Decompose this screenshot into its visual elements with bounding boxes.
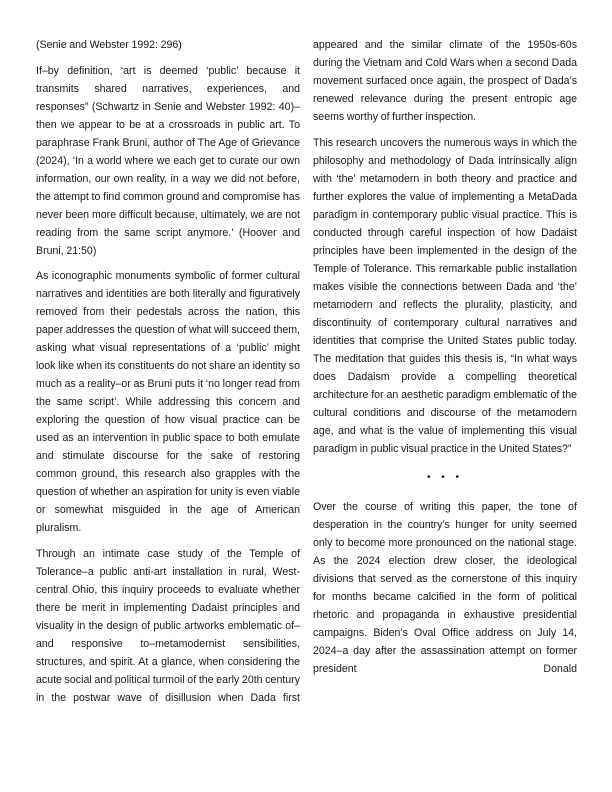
body-paragraph: Over the course of writing this paper, the tone of desperation in the country’s hunger for unity seemed only to become more pronounced on the national stage. As the 2024 election drew closer, the ideological divisions that served as the cornerstone of this inquiry for months became calcified in the form of political rhetoric and propaganda in exhaustive presidential campaigns. Biden’s Oval Office address on July 14, 2024–a day after the assassination attempt on former president Donald bbox=[313, 500, 577, 675]
body-paragraph: If–by definition, ‘art is deemed ‘public’ because it transmits shared narratives, experiences, and responses” (Schwartz in Senie and Webster 1992: 40)–then we appear to be at a crossroads in public art. To paraphrase Frank Bruni, author of The Age of Grievance (2024), ‘In a world where we each get to curate our own information, our own reality, in a way we did not before, the attempt to find common ground and compromise has never been more difficult because, ultimately, we are not reading from the same script anymore.’ (Hoover and Bruni, 21:50) bbox=[36, 64, 300, 257]
left-column bbox=[36, 36, 300, 714]
citation-line: (Senie and Webster 1992: 296) bbox=[36, 39, 182, 51]
section-divider: • • • bbox=[426, 471, 464, 483]
body-paragraph: As iconographic monuments symbolic of former cultural narratives and identities are both literally and figuratively removed from their pedestals across the nation, this paper addresses the question of what will succeed them, asking what visual representations of a ‘public’ might look like when its constituents do not share an identity so much as a reality–or as Bruni puts it ‘no longer read from the same script’. While addressing this concern and exploring the question of how visual practice can be used as an intervention in public space to both emulate and stimulate discourse for the sake of restoring common ground, this research also grapples with the question of whether an aspiration for unity is even viable or somewhat misguided in the age of American pluralism. bbox=[36, 270, 300, 534]
right-column bbox=[313, 36, 577, 685]
body-paragraph: Through an intimate case study of the Temple of Tolerance–a public anti-art installation in rural, West-central Ohio, this inquiry proceeds to evaluate whether there be merit in implementing Dadaist principles and visuality in the design of public artworks emblematic of–and responsive to–metamodernist sensibilities, structures, and spirit. At a glance, when considering the acute social and political turmoil of the early 20th century in the postwar wave of disillusion when Dada first bbox=[36, 547, 300, 704]
body-paragraph: This research uncovers the numerous ways in which the philosophy and methodology of Dada intrinsically align with ‘the’ metamodern in both theory and practice and further explores the value of implementing a MetaDada paradigm in contemporary public visual practice. This is conducted through careful inspection of how Dadaist principles have been implemented in the design of the Temple of Tolerance. This remarkable public installation makes visible the connections between Dada and ‘the’ metamodern and reflects the plurality, plasticity, and discontinuity of contemporary cultural narratives and identities that comprise the United States public today. The meditation that guides this thesis is, “In what ways does Dadaism provide a compelling theoretical architecture for an aesthetic paradigm emblematic of the cultural conditions and discourse of the metamodern age, and what is the value of implementing this visual paradigm in public visual practice in the United States?” bbox=[313, 136, 577, 455]
body-paragraph: appeared and the similar climate of the 1950s-60s during the Vietnam and Cold Wars when a second Dada movement surfaced once again, the prospect of Dada’s renewed relevance during the present entropic age seems worthy of further inspection. bbox=[313, 39, 577, 123]
